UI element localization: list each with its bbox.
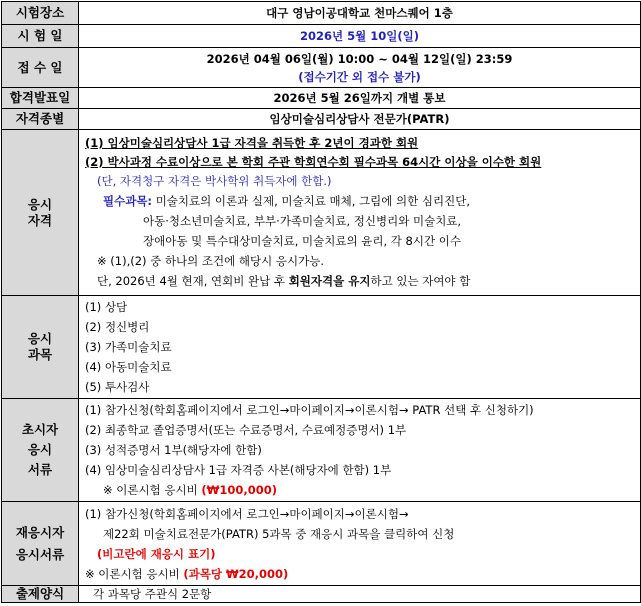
- eligibility-label-line2: 자격: [27, 212, 53, 228]
- subjects-label: [2, 296, 79, 399]
- retake-documents-label: [2, 502, 79, 586]
- application-row: [2, 48, 641, 88]
- document-item: (4) 임상미술심리상담사 1급 자격증 사본(해당자에 한함) 1부: [85, 463, 392, 477]
- application-label: 접 수 일: [2, 48, 79, 88]
- application-period: 2026년 04월 06일(월) 10:00 ~ 04월 12일(일) 23:59: [206, 51, 513, 66]
- document-item: (2) 최종학교 졸업증명서(또는 수료증명서, 수료예정증명서) 1부: [85, 423, 407, 437]
- retake-fee-line: [85, 564, 640, 584]
- exam-date-label: 시 험 일: [2, 25, 79, 48]
- first-documents-row: [2, 399, 641, 502]
- subject-item: (1) 상담: [85, 300, 128, 314]
- qualification-type-label: 자격종별: [2, 109, 79, 130]
- required-courses-label: 필수과목:: [103, 194, 153, 208]
- subjects-label-line1: 응시: [27, 331, 53, 346]
- required-courses-text1: 미술치료의 이론과 실제, 미술치료 매체, 그림에 의한 심리진단,: [155, 194, 470, 208]
- first-documents-label-line2: 응시: [27, 442, 53, 457]
- venue-row: [2, 2, 641, 25]
- subject-item: (5) 투사검사: [85, 380, 150, 394]
- eligibility-cond2-note: (단, 자격청구 자격은 박사학위 취득자에 한함.): [97, 174, 332, 188]
- qualification-type-value: 임상미술심리상담사 전문가(PATR): [79, 109, 641, 130]
- qualification-type-row: [2, 109, 641, 130]
- format-label: 출제양식: [2, 586, 79, 603]
- eligibility-note2-pre: 단, 2026년 4월 현재, 연회비 완납 후: [97, 274, 289, 288]
- subjects-cell: [79, 296, 641, 399]
- results-value: 2026년 5월 26일까지 개별 통보: [79, 88, 641, 109]
- venue-label: 시험장소: [2, 2, 79, 25]
- exam-date-value: 2026년 5월 10일(일): [79, 25, 641, 48]
- format-value: 각 과목당 주관식 2문항: [79, 586, 641, 603]
- exam-date-row: [2, 25, 641, 48]
- retake-step1: (1) 참가신청(학회홈페이지에서 로그인→마이페이지→이론시험→: [85, 506, 409, 521]
- eligibility-note1: ※ (1),(2) 중 하나의 조건에 해당시 응시가능.: [97, 254, 324, 268]
- first-fee-value: (₩100,000): [201, 483, 277, 497]
- retake-remark: (비고란에 재응시 표기): [97, 546, 216, 561]
- results-label: 합격발표일: [2, 88, 79, 109]
- eligibility-note2-post: 하고 있는 자여야 함: [370, 274, 471, 288]
- application-cell: [79, 48, 641, 88]
- retake-step2: 제22회 미술치료전문가(PATR) 5과목 중 재응시 과목을 클릭하여 신청: [103, 526, 455, 541]
- retake-documents-row: [2, 502, 641, 586]
- first-documents-label: [2, 399, 79, 502]
- eligibility-note2-bold: 회원자격을 유지: [288, 274, 371, 288]
- eligibility-label-line1: 응시: [27, 196, 53, 212]
- exam-info-table: [1, 1, 641, 603]
- retake-documents-label-line2: 응시서류: [15, 546, 65, 562]
- eligibility-label: [2, 130, 79, 296]
- subjects-label-line2: 과목: [27, 347, 53, 362]
- required-courses-line2: 아동·청소년미술치료, 부부·가족미술치료, 정신병리와 미술치료,: [143, 214, 462, 228]
- eligibility-cond2: (2) 박사과정 수료이상으로 본 학회 주관 학회연수회 필수과목 64시간 이상을 이수한 회원: [85, 155, 542, 169]
- subjects-row: [2, 296, 641, 399]
- format-row: [2, 586, 641, 603]
- required-courses-line3: 장애아동 및 특수대상미술치료, 미술치료의 윤리, 각 8시간 이수: [143, 234, 461, 248]
- venue-value: 대구 영남이공대학교 천마스퀘어 1층: [79, 2, 641, 25]
- results-row: [2, 88, 641, 109]
- subject-item: (4) 아동미술치료: [85, 360, 172, 374]
- eligibility-note2: [85, 271, 640, 291]
- eligibility-cond1: (1) 임상미술심리상담사 1급 자격을 취득한 후 2년이 경과한 회원: [85, 136, 419, 150]
- first-documents-label-line1: 초시자: [21, 422, 59, 437]
- eligibility-row: [2, 130, 641, 296]
- subject-item: (2) 정신병리: [85, 320, 150, 334]
- retake-documents-label-line1: 재응시자: [15, 524, 65, 540]
- first-documents-cell: [79, 399, 641, 502]
- subject-item: (3) 가족미술치료: [85, 340, 172, 354]
- application-note: (접수기간 외 접수 불가): [298, 69, 421, 84]
- retake-documents-cell: [79, 502, 641, 586]
- retake-fee-value: (과목당 ₩20,000): [183, 566, 289, 581]
- eligibility-cell: [79, 130, 641, 296]
- first-fee-line: [85, 480, 640, 500]
- first-fee-label: ※ 이론시험 응시비: [103, 483, 202, 497]
- document-item: (1) 참가신청(학회홈페이지에서 로그인→마이페이지→이론시험→ PATR 선택 후 신청하기): [85, 403, 534, 417]
- first-documents-label-line3: 서류: [27, 462, 53, 477]
- required-courses-line1: [85, 191, 640, 211]
- document-item: (3) 성적증명서 1부(해당자에 한함): [85, 443, 262, 457]
- retake-fee-label: ※ 이론시험 응시비: [85, 566, 184, 581]
